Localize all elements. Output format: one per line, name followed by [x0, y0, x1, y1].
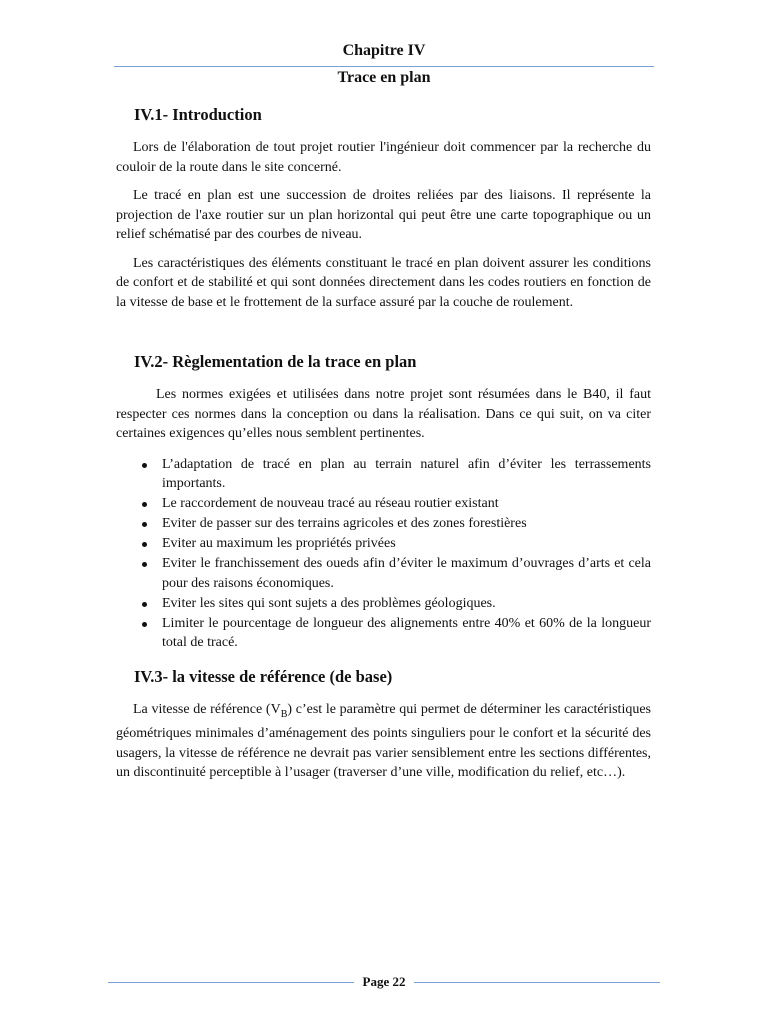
bullet-icon [142, 562, 147, 567]
header-rule [114, 66, 654, 67]
section-heading-reglementation: IV.2- Règlementation de la trace en plan [134, 352, 417, 371]
footer-rule-right [414, 982, 660, 983]
bullet-icon [142, 542, 147, 547]
document-body [116, 104, 651, 792]
list-item: Eviter au maximum les propriétés privées [162, 534, 651, 554]
reglementation-paragraph: Les normes exigées et utilisées dans notre projet sont résumées dans le B40, il faut respecter ces normes dans la conception ou dans la réalisation. Dans ce qui suit, on va citer certaines exigences qu’elles nous semblent pertinentes. [116, 387, 651, 441]
intro-paragraph-1: Lors de l'élaboration de tout projet routier l'ingénieur doit commencer par la recherche du couloir de la route dans le site concerné. [116, 140, 651, 175]
vitesse-paragraph: La vitesse de référence $(V_B)$ c’est le paramètre qui permet de déterminer les caractéristiques géométriques minimales d’aménagement des points singuliers pour le confort et la sécurité des usagers, la vitesse de référence ne devrait pas varier sensiblement entre les sections différentes, un discontinuité perceptible à l’usager (traverser d’une ville, modification du relief, etc…). [116, 702, 652, 781]
list-item: L’adaptation de tracé en plan au terrain naturel afin d’éviter les terrassements importants. [162, 455, 651, 494]
intro-paragraph-2: Le tracé en plan est une succession de droites reliées par des liaisons. Il représente la projection de l'axe routier sur un plan horizontal qui peut être une carte topographique ou un relief schématisé par des courbes de niveau. [116, 188, 651, 242]
page-number: Page 22 [362, 974, 406, 989]
list-item: Eviter le franchissement des oueds afin d’éviter le maximum d’ouvrages d’arts et cela pour des raisons économiques. [162, 554, 651, 593]
chapter-title: Trace en plan [337, 69, 431, 86]
list-item: Eviter les sites qui sont sujets a des problèmes géologiques. [162, 594, 651, 614]
list-item: Eviter de passer sur des terrains agricoles et des zones forestières [162, 514, 651, 534]
bullet-icon [142, 602, 147, 607]
bullet-icon [142, 502, 147, 507]
section-heading-vitesse: IV.3- la vitesse de référence (de base) [134, 667, 393, 686]
intro-paragraph-3: Les caractéristiques des éléments constituant le tracé en plan doivent assurer les conditions de confort et de stabilité et qui sont données directement dans les codes routiers en fonction de la vitesse de base et le frottement de la surface assuré par la couche de roulement. [116, 255, 651, 310]
bullet-icon [142, 522, 147, 527]
bullet-icon [142, 622, 147, 627]
subscript-b: B [280, 708, 288, 720]
footer-rule-left [108, 982, 354, 983]
chapter-label: Chapitre IV [342, 42, 426, 59]
section-heading-intro: IV.1- Introduction [134, 105, 262, 124]
requirements-list [116, 455, 651, 653]
bullet-icon [142, 463, 147, 468]
list-item: Limiter le pourcentage de longueur des alignements entre 40% et 60% de la longueur total de tracé. [162, 614, 651, 653]
list-item: Le raccordement de nouveau tracé au réseau routier existant [162, 494, 651, 514]
